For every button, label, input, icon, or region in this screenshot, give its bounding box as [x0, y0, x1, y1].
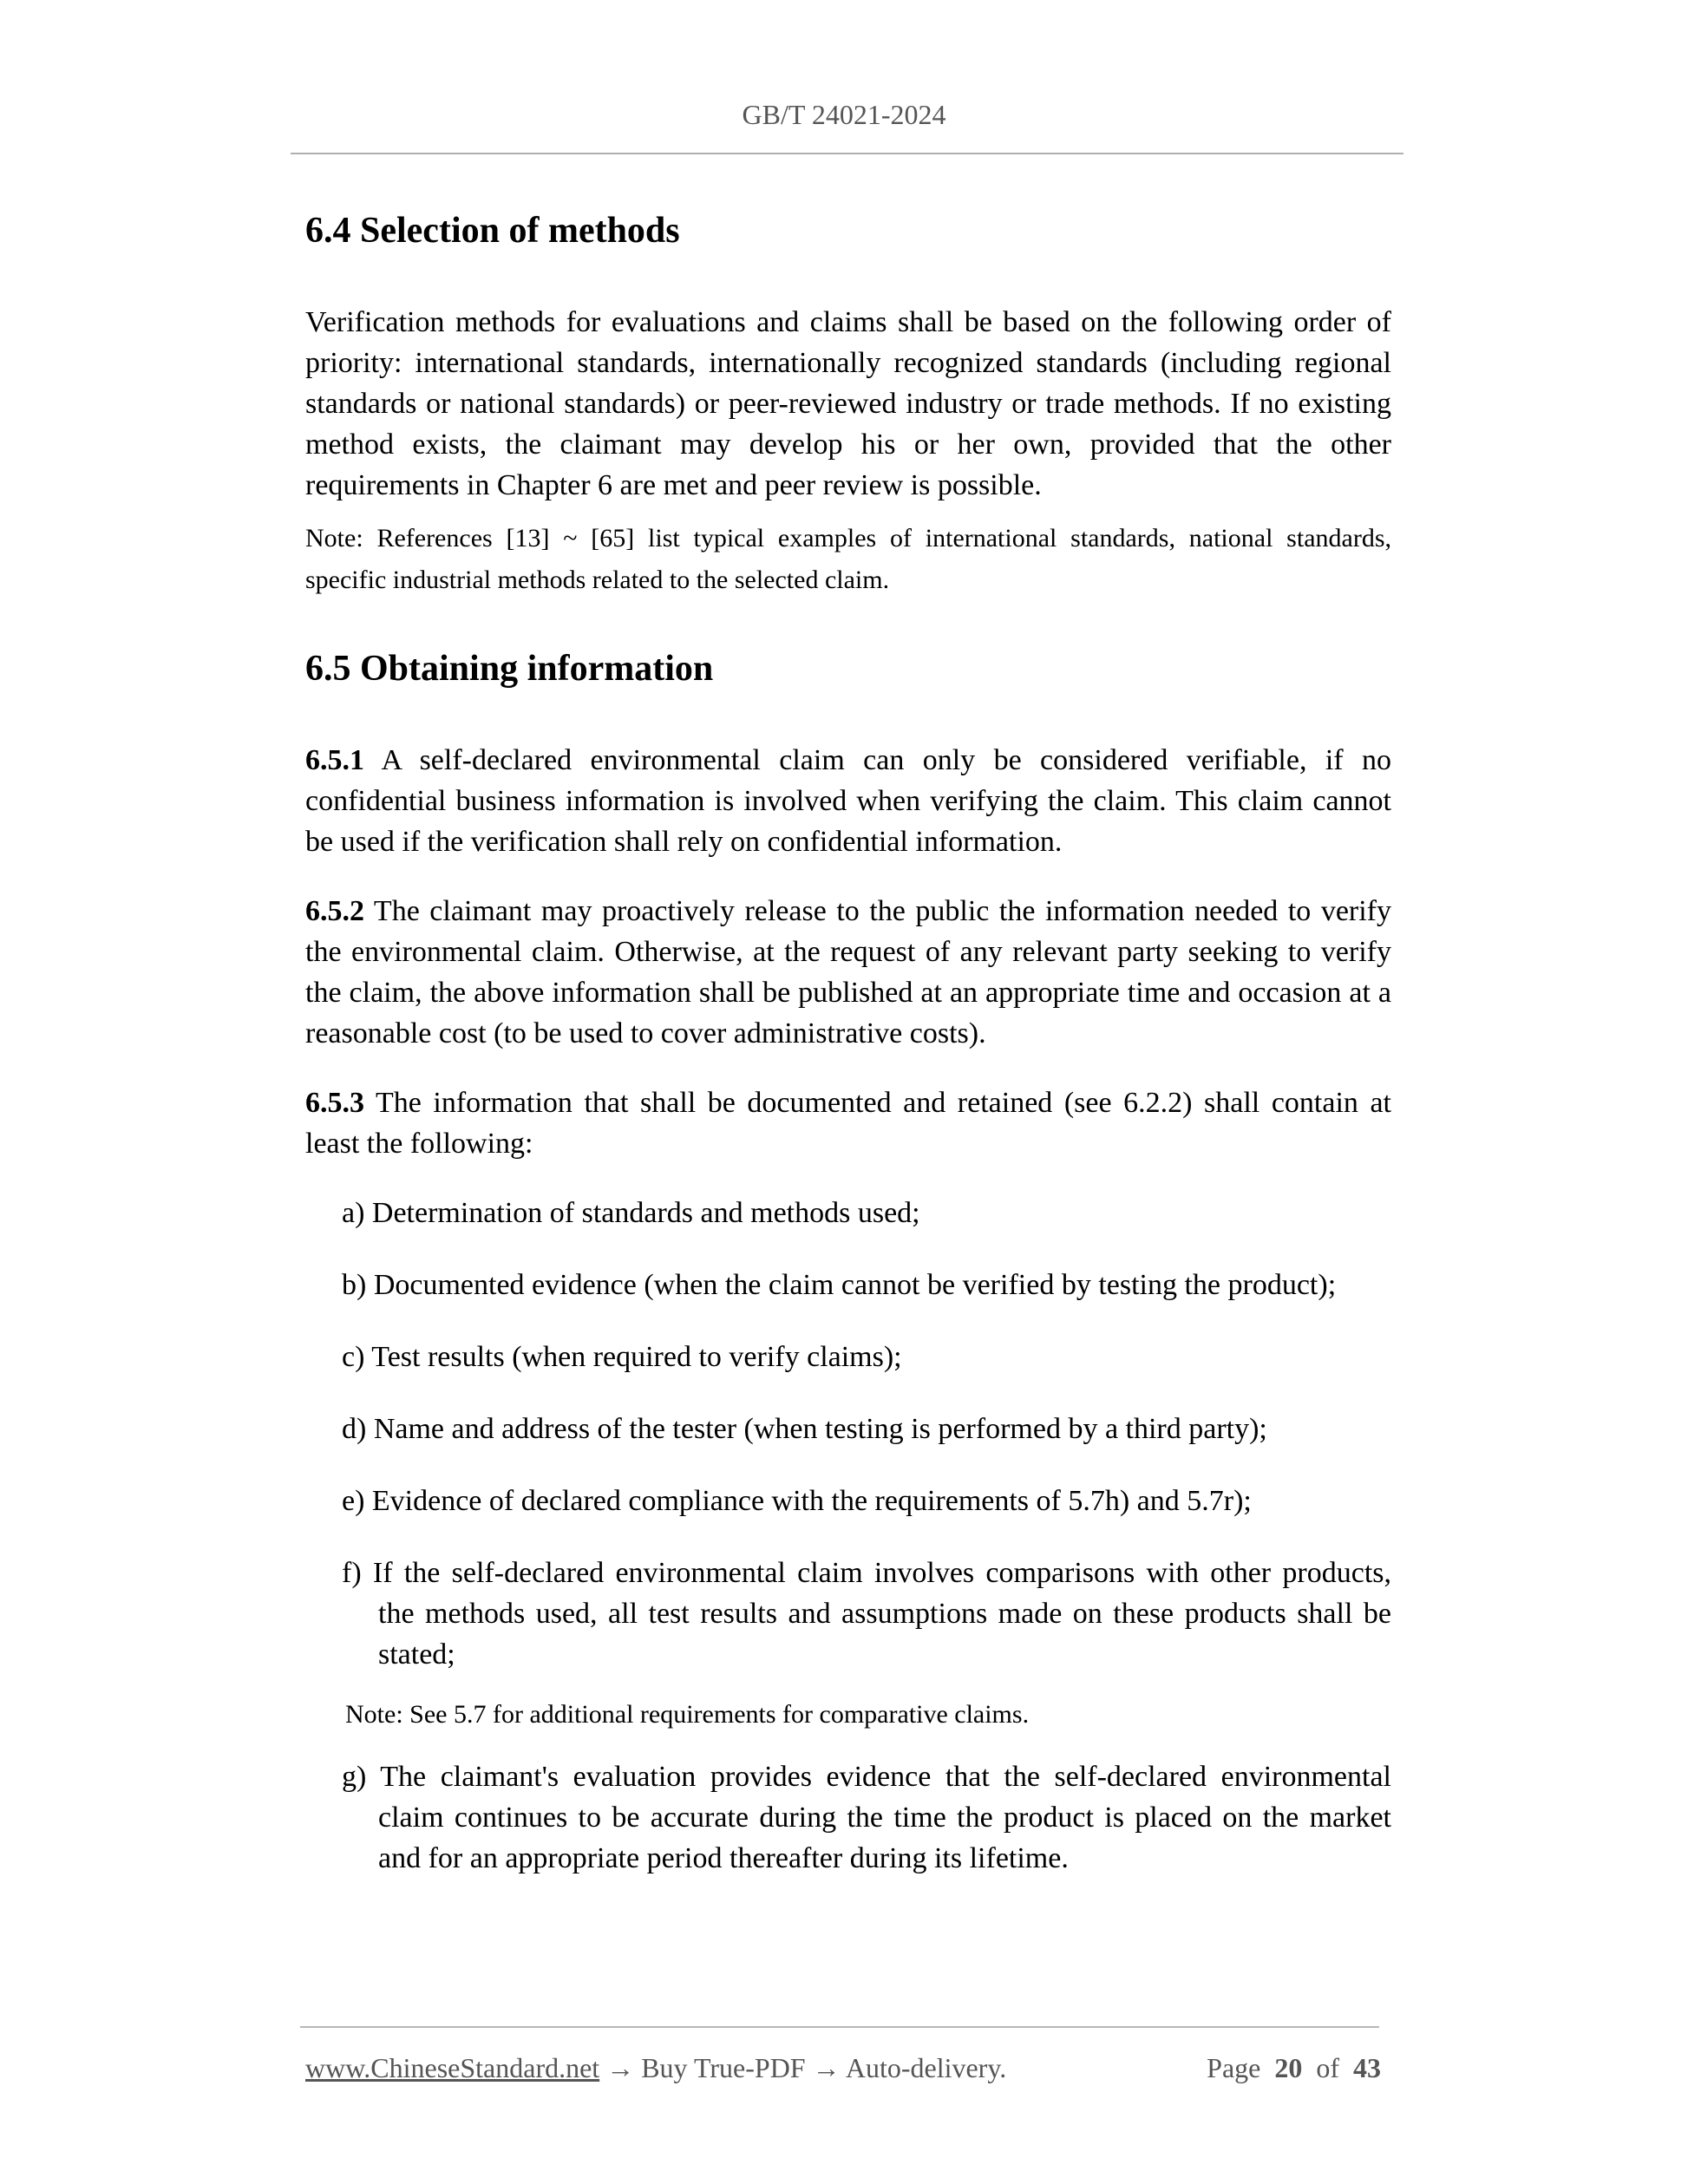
section-6-4-body: Verification methods for evaluations and claims shall be based on the following order of priority: international standards, internationally recognized standards (including regional standards or national standards) or peer-reviewed industry or trade methods. If no existing method exists, the claimant may develop his or her own, provided that the other requirements in Chapter 6 are met and peer review is possible.	[305, 306, 1391, 501]
page-label: Page	[1207, 2052, 1261, 2083]
list-item-f: f) If the self-declared environmental claim involves comparisons with other products, the methods used, all test results and assumptions made on these products shall be stated;	[342, 1557, 1391, 1671]
section-heading-6-4: 6.4 Selection of methods	[305, 211, 680, 251]
list-item-g: g) The claimant's evaluation provides evidence that the self-declared environmental claim continues to be accurate during the time the product is placed on the market and for an appropriate period thereafter during its lifetime.	[342, 1761, 1391, 1874]
section-6-4-note: Note: References [13] ~ [65] list typical examples of international standards, national standards, specific industrial methods related to the selected claim.	[305, 524, 1391, 594]
list-item-b: b) Documented evidence (when the claim cannot be verified by testing the product);	[342, 1269, 1337, 1301]
running-header: GB/T 24021-2024	[742, 99, 946, 130]
page-content	[305, 205, 1391, 1879]
buy-text: Buy True-PDF	[641, 2052, 806, 2083]
list-item-e: e) Evidence of declared compliance with the requirements of 5.7h) and 5.7r);	[342, 1485, 1252, 1517]
list-item-d: d) Name and address of the tester (when testing is performed by a third party);	[342, 1413, 1267, 1445]
list-note: Note: See 5.7 for additional requirements for comparative claims.	[345, 1700, 1030, 1729]
clause-number: 6.5.1	[305, 744, 364, 776]
page-indicator	[1207, 2047, 1381, 2089]
clause-6-5-2	[305, 891, 1391, 1054]
footer-divider	[300, 2026, 1379, 2028]
clause-6-5-1	[305, 740, 1391, 862]
clause-6-5-3	[305, 1082, 1391, 1164]
page-total: 43	[1353, 2052, 1381, 2083]
footer-left	[305, 2047, 1006, 2089]
page-number: 20	[1274, 2052, 1303, 2083]
delivery-text: Auto-delivery.	[845, 2052, 1007, 2083]
list-item-a: a) Determination of standards and methods used;	[342, 1197, 920, 1229]
clause-number: 6.5.3	[305, 1087, 364, 1119]
clause-text: A self-declared environmental claim can only be considered verifiable, if no confidential business information is involved when verifying the claim. This claim cannot be used if the verification shall rely on confidential information.	[305, 744, 1391, 858]
of-label: of	[1316, 2052, 1339, 2083]
arrow-right-icon: →	[606, 2052, 635, 2083]
clause-text: The claimant may proactively release to the public the information needed to verify the environmental claim. Otherwise, at the request of any relevant party seeking to verify the claim, the above information shall be published at an appropriate time and occasion at a reasonable cost (to be used to cover administrative costs).	[305, 895, 1391, 1049]
website-link[interactable]: www.ChineseStandard.net	[305, 2052, 600, 2083]
clause-number: 6.5.2	[305, 895, 364, 927]
section-heading-6-5: 6.5 Obtaining information	[305, 649, 714, 689]
arrow-right-icon: →	[812, 2052, 841, 2083]
header-divider	[291, 153, 1403, 154]
clause-text: The information that shall be documented and retained (see 6.2.2) shall contain at least the following:	[305, 1087, 1391, 1160]
list-item-c: c) Test results (when required to verify claims);	[342, 1341, 902, 1373]
